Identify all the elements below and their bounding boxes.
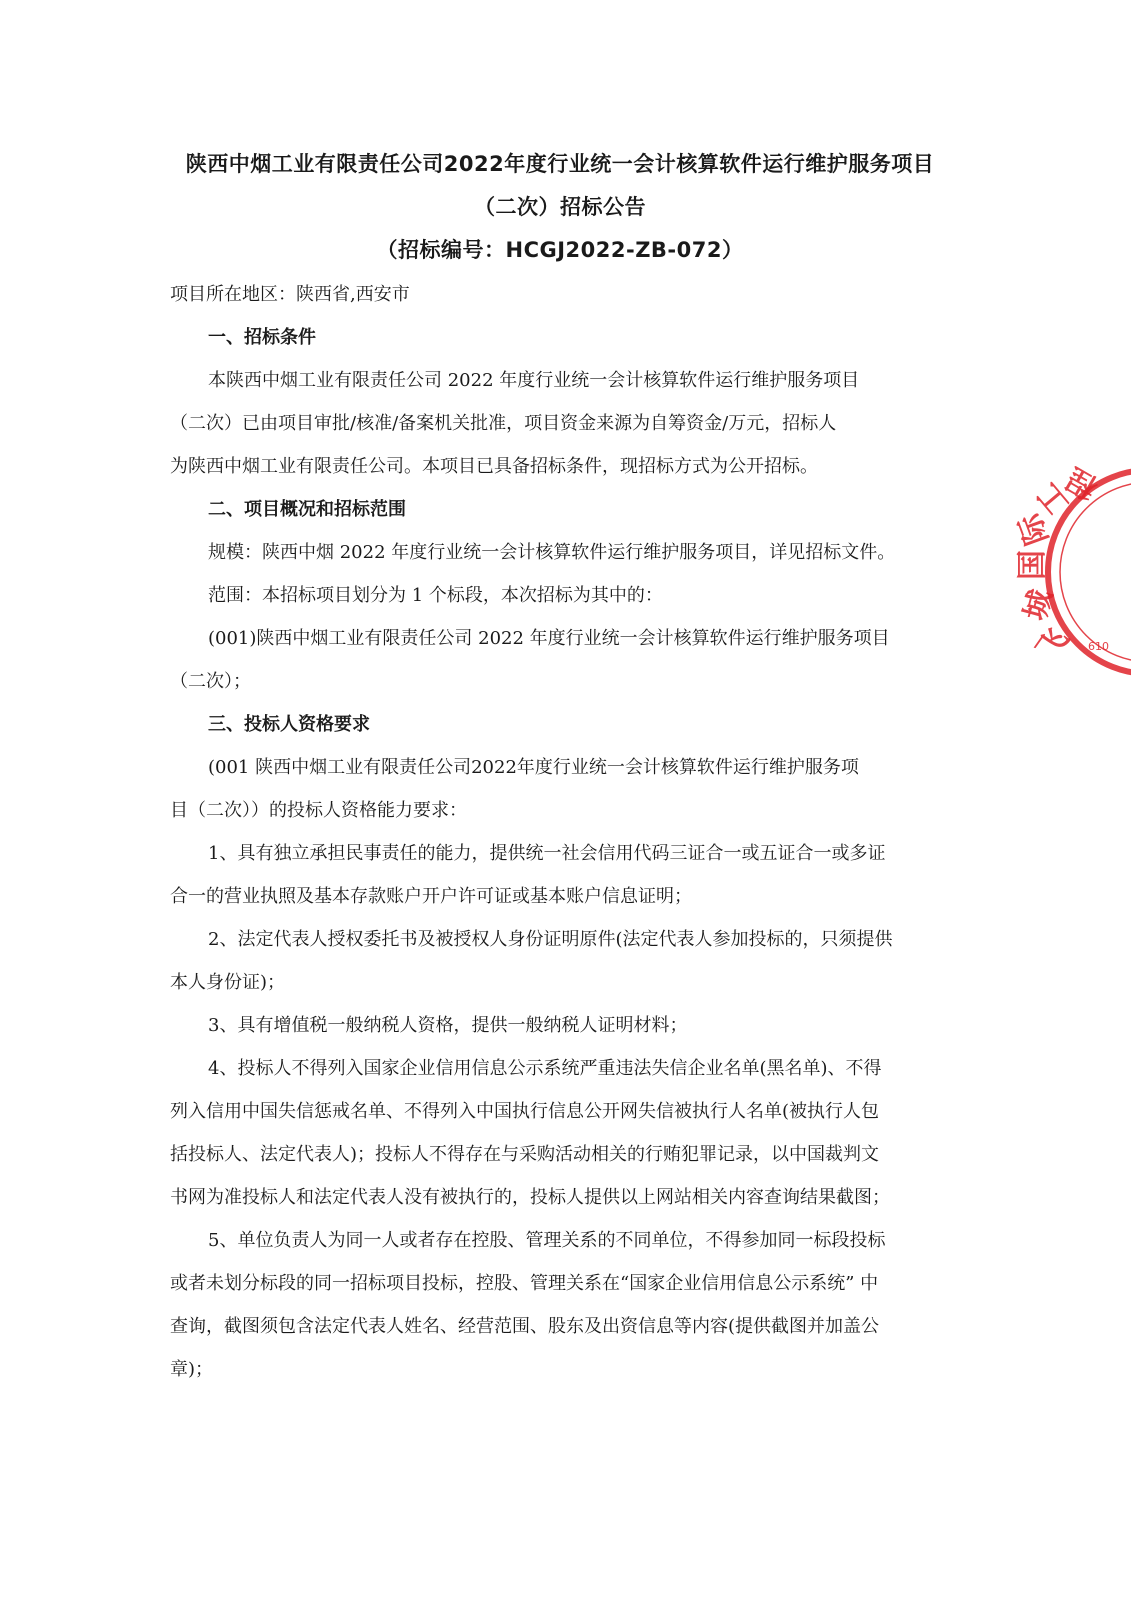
- section-1-text: （二次）已由项目审批/核准/备案机关批准，项目资金来源为自筹资金/万元，招标人: [170, 413, 837, 434]
- requirement-5: 查询，截图须包含法定代表人姓名、经营范围、股东及出资信息等内容(提供截图并加盖公: [170, 1316, 880, 1337]
- svg-text:工: 工: [1030, 475, 1077, 522]
- requirement-5: 5、单位负责人为同一人或者存在控股、管理关系的不同单位，不得参加同一标段投标: [208, 1230, 886, 1251]
- section-3-heading: 三、投标人资格要求: [208, 714, 370, 735]
- company-seal-stamp: [1012, 460, 1131, 682]
- section-2-scale: 规模：陕西中烟 2022 年度行业统一会计核算软件运行维护服务项目，详见招标文件。: [208, 542, 896, 563]
- section-1-text: 为陕西中烟工业有限责任公司。本项目已具备招标条件，现招标方式为公开招标。: [170, 456, 818, 477]
- project-location: 项目所在地区：陕西省,西安市: [170, 284, 410, 305]
- section-2-lot: （二次）；: [170, 671, 251, 692]
- section-1-heading: 一、招标条件: [208, 327, 316, 348]
- section-3-intro: 目（二次））的投标人资格能力要求：: [170, 800, 467, 821]
- requirement-4: 书网为准投标人和法定代表人没有被执行的，投标人提供以上网站相关内容查询结果截图；: [170, 1187, 890, 1208]
- section-2-heading: 二、项目概况和招标范围: [208, 499, 406, 520]
- requirement-2: 2、法定代表人授权委托书及被授权人身份证明原件(法定代表人参加投标的，只须提供: [208, 929, 893, 950]
- document-title-line-2: （二次）招标公告: [474, 195, 646, 219]
- section-1-text: 本陕西中烟工业有限责任公司 2022 年度行业统一会计核算软件运行维护服务项目: [208, 370, 860, 391]
- requirement-3: 3、具有增值税一般纳税人资格，提供一般纳税人证明材料；: [208, 1015, 688, 1036]
- requirement-5: 或者未划分标段的同一招标项目投标，控股、管理关系在“国家企业信用信息公示系统” 中: [170, 1273, 879, 1294]
- requirement-1: 合一的营业执照及基本存款账户开户许可证或基本账户信息证明；: [170, 886, 692, 907]
- requirement-2: 本人身份证)；: [170, 972, 286, 993]
- svg-text:际: 际: [1012, 509, 1056, 550]
- svg-text:610: 610: [1088, 640, 1109, 653]
- svg-text:城: 城: [1017, 586, 1060, 625]
- svg-text:程: 程: [1060, 460, 1104, 506]
- requirement-4: 括投标人、法定代表人)；投标人不得存在与采购活动相关的行贿犯罪记录，以中国裁判文: [170, 1144, 880, 1165]
- requirement-5: 章)；: [170, 1359, 214, 1380]
- document-title-line-1: 陕西中烟工业有限责任公司2022年度行业统一会计核算软件运行维护服务项目: [185, 152, 935, 176]
- section-3-intro: (001 陕西中烟工业有限责任公司2022年度行业统一会计核算软件运行维护服务项: [208, 757, 859, 778]
- svg-text:飞: 飞: [1029, 621, 1076, 667]
- requirement-4: 4、投标人不得列入国家企业信用信息公示系统严重违法失信企业名单(黑名单)、不得: [208, 1058, 882, 1079]
- svg-text:国: 国: [1015, 550, 1050, 580]
- requirement-4: 列入信用中国失信惩戒名单、不得列入中国执行信息公开网失信被执行人名单(被执行人包: [170, 1101, 880, 1122]
- section-2-lot: (001)陕西中烟工业有限责任公司 2022 年度行业统一会计核算软件运行维护服务项目: [208, 628, 890, 649]
- section-2-range: 范围：本招标项目划分为 1 个标段，本次招标为其中的：: [208, 585, 663, 606]
- bid-number: （招标编号：HCGJ2022-ZB-072）: [376, 238, 744, 262]
- requirement-1: 1、具有独立承担民事责任的能力，提供统一社会信用代码三证合一或五证合一或多证: [208, 843, 886, 864]
